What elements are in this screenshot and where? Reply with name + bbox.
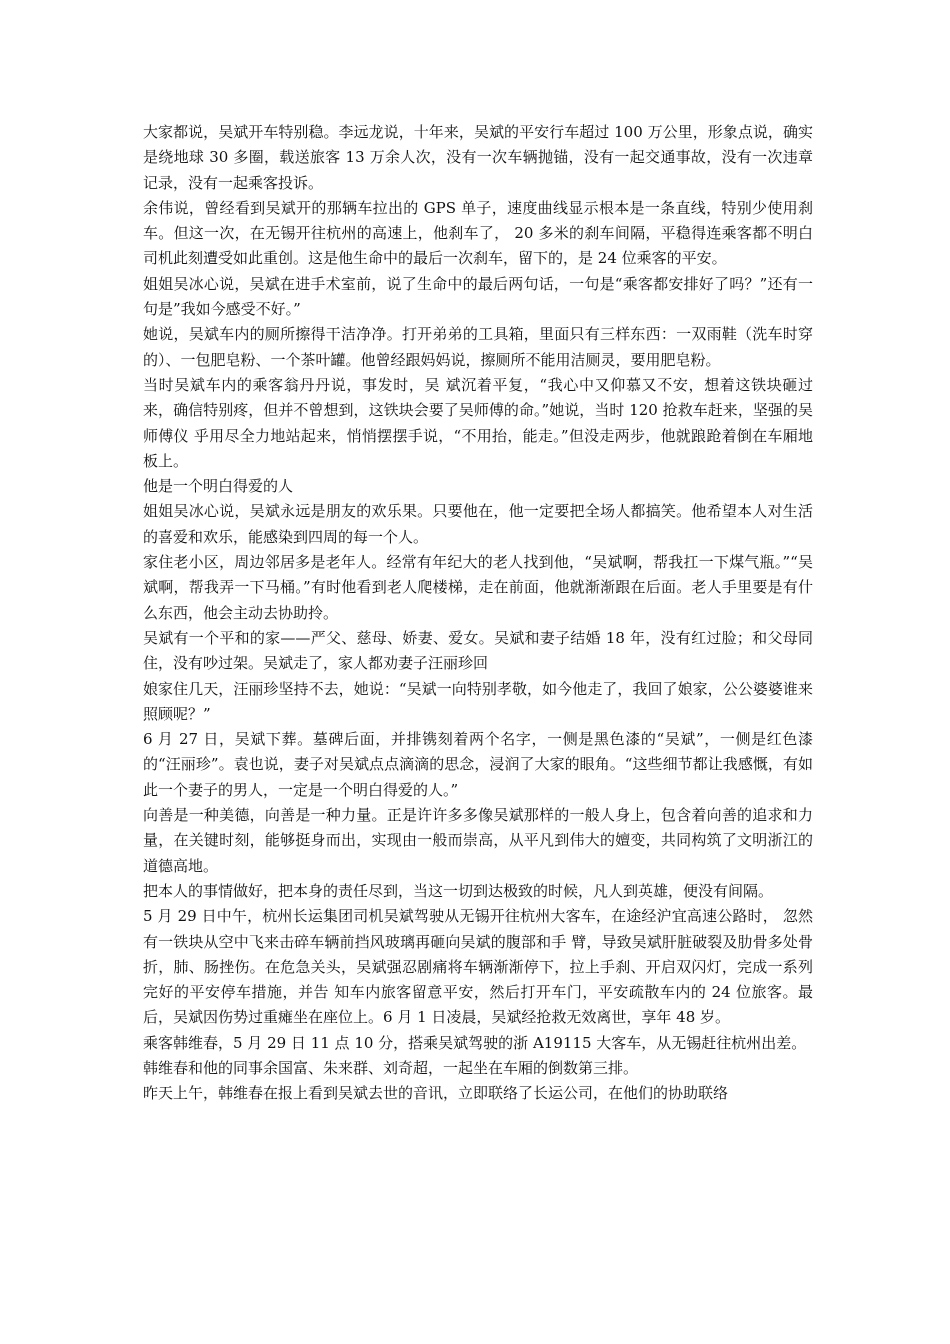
- paragraph: 向善是一种美德，向善是一种力量。正是许许多多像吴斌那样的一般人身上，包含着向善的追求和力量，在关键时刻，能够挺身而出，实现由一般而崇高，从平凡到伟大的嬗变，共同构筑了文明浙江的道德高地。: [143, 806, 813, 875]
- paragraph: 韩维春和他的同事余国富、朱来群、刘奇超，一起坐在车厢的倒数第三排。: [143, 1058, 639, 1077]
- paragraph: 姐姐吴冰心说，吴斌在进手术室前，说了生命中的最后两句话，一句是“乘客都安排好了吗？”还有一句是”我如今感受不好。”: [143, 274, 813, 319]
- paragraph: 余伟说，曾经看到吴斌开的那辆车拉出的 GPS 单子，速度曲线显示根本是一条直线，特别少使用刹车。但这一次，在无锡开往杭州的高速上，他刹车了， 20 多米的刹车间隔，平稳得连乘客都不明白司机此刻遭受如此重创。这是他生命中的最后一次刹车，留下的，是 24 位乘客的平安。: [143, 198, 813, 268]
- paragraph: 6 月 27 日，吴斌下葬。墓碑后面，并排镌刻着两个名字，一侧是黑色漆的“吴斌”，一侧是红色漆的“汪丽珍”。袁也说，妻子对吴斌点点滴滴的思念，浸润了大家的眼角。“这些细节都让我感慨，有如此一个妻子的男人，一定是一个明白得爱的人。”: [143, 730, 813, 799]
- paragraph: 当时吴斌车内的乘客翁丹丹说，事发时，吴 斌沉着平复，“我心中又仰慕又不安，想着这铁块砸过来，确信特别疼，但并不曾想到，这铁块会要了吴师傅的命。”她说，当时 120 抢救车赶来，坚强的吴师傅仪 乎用尽全力地站起来，悄悄摆摆手说，“不用抬，能走。”但没走两步，他就踉跄着倒在车厢地板上。: [143, 375, 813, 470]
- paragraph: 5 月 29 日中午，杭州长运集团司机吴斌驾驶从无锡开往杭州大客车，在途经沪宜高速公路时， 忽然有一铁块从空中飞来击碎车辆前挡风玻璃再砸向吴斌的腹部和手 臂，导致吴斌肝脏破裂及肋骨多处骨折，肺、肠挫伤。在危急关头，吴斌强忍剧痛将车辆渐渐停下，拉上手刹、开启双闪灯，完成一系列完好的平安停车措施，并告 知车内旅客留意平安，然后打开车门，平安疏散车内的 24 位旅客。最后，吴斌因伤势过重瘫坐在座位上。6 月 1 日凌晨，吴斌经抢救无效离世，享年 48 岁。: [143, 907, 813, 1027]
- document-body: [143, 120, 813, 1107]
- paragraph: 乘客韩维春，5 月 29 日 11 点 10 分，搭乘吴斌驾驶的浙 A19115 大客车，从无锡赶往杭州出差。: [143, 1033, 807, 1052]
- paragraph: 姐姐吴冰心说，吴斌永远是朋友的欢乐果。只要他在，他一定要把全场人都搞笑。他希望本人对生活的喜爱和欢乐，能感染到四周的每一个人。: [143, 502, 813, 546]
- paragraph: 大家都说，吴斌开车特别稳。李远龙说，十年来，吴斌的平安行车超过 100 万公里，形象点说，确实是绕地球 30 多圈，载送旅客 13 万余人次，没有一次车辆抛锚，没有一起交通事故，没有一次违章记录，没有一起乘客投诉。: [143, 123, 813, 192]
- section-heading: 他是一个明白得爱的人: [143, 477, 294, 496]
- paragraph: 娘家住几天，汪丽珍坚持不去，她说：“吴斌一向特别孝敬，如今他走了，我回了娘家，公公婆婆谁来照顾呢？”: [143, 679, 813, 723]
- paragraph: 昨天上午，韩维春在报上看到吴斌去世的音讯，立即联络了长运公司，在他们的协助联络: [143, 1084, 729, 1103]
- paragraph: 她说，吴斌车内的厕所擦得干洁净净。打开弟弟的工具箱，里面只有三样东西：一双雨鞋（洗车时穿的）、一包肥皂粉、一个茶叶罐。他曾经跟妈妈说，擦厕所不能用洁厕灵，要用肥皂粉。: [143, 325, 813, 369]
- paragraph: 把本人的事情做好，把本身的责任尽到，当这一切到达极致的时候，凡人到英雄，便没有间隔。: [143, 881, 774, 900]
- paragraph: 吴斌有一个平和的家——严父、慈母、娇妻、爱女。吴斌和妻子结婚 18 年，没有红过脸；和父母同住，没有吵过架。吴斌走了，家人都劝妻子汪丽珍回: [143, 628, 813, 673]
- paragraph: 家住老小区，周边邻居多是老年人。经常有年纪大的老人找到他，“吴斌啊，帮我扛一下煤气瓶。”“吴斌啊，帮我弄一下马桶。”有时他看到老人爬楼梯，走在前面，他就渐渐跟在后面。老人手里要是有什么东西，他会主动去协助拎。: [143, 553, 813, 622]
